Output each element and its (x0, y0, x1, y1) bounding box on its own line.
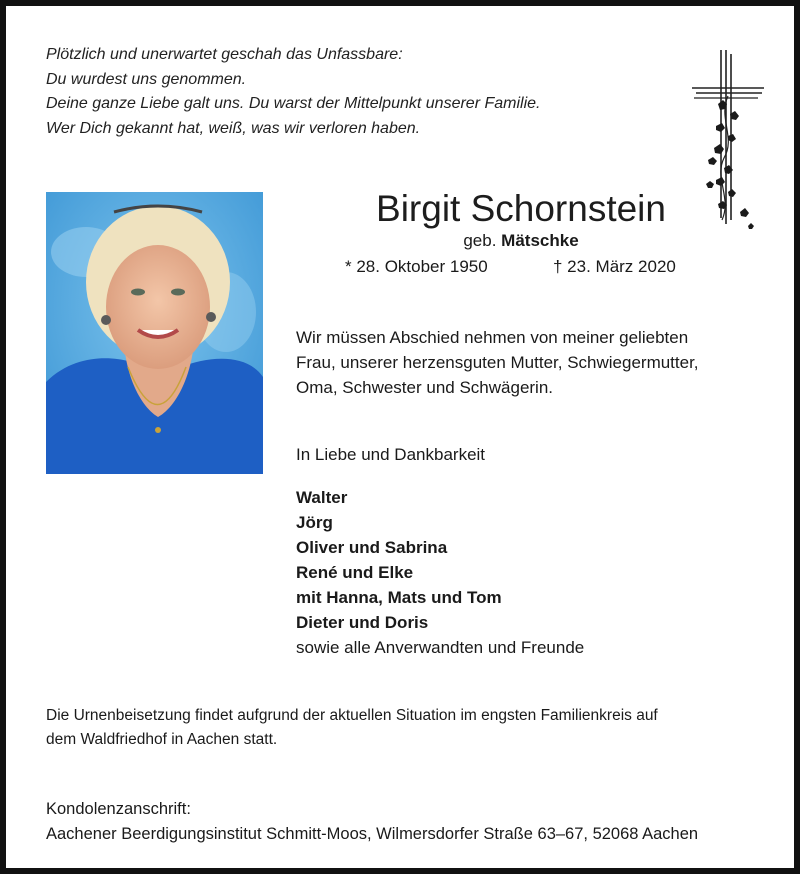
burial-line: Die Urnenbeisetzung findet aufgrund der aktuellen Situation im engsten Familienkreis auf (46, 707, 658, 724)
poem-line: Deine ganze Liebe galt uns. Du warst der Mittelpunkt unserer Familie. (46, 95, 541, 112)
farewell-line: Oma, Schwester und Schwägerin. (296, 378, 554, 397)
deceased-name: Birgit Schornstein (376, 188, 666, 229)
burial-line: dem Waldfriedhof in Aachen statt. (46, 731, 278, 748)
family-member: Jörg (296, 513, 333, 532)
birth-date: * 28. Oktober 1950 (345, 257, 488, 276)
burial-notice (46, 704, 766, 752)
poem (46, 43, 540, 141)
maiden-name: Mätschke (501, 231, 579, 250)
family-member: Oliver und Sabrina (296, 538, 448, 557)
love-line: In Liebe und Dankbarkeit (296, 445, 486, 464)
farewell-line: Wir müssen Abschied nehmen von meiner geliebten (296, 328, 689, 347)
poem-line: Plötzlich und unerwartet geschah das Unfassbare: (46, 46, 403, 63)
condolence-address: Aachener Beerdigungsinstitut Schmitt-Moos, Wilmersdorfer Straße 63–67, 52068 Aachen (46, 825, 699, 843)
portrait-photo (46, 192, 263, 474)
family-list (296, 485, 584, 660)
family-closing: sowie alle Anverwandten und Freunde (296, 638, 585, 657)
farewell-text (296, 325, 776, 400)
poem-line: Wer Dich gekannt hat, weiß, was wir verloren haben. (46, 119, 421, 137)
condolence-title: Kondolenzanschrift: (46, 800, 191, 818)
farewell-line: Frau, unserer herzensguten Mutter, Schwiegermutter, (296, 353, 699, 372)
death-date: † 23. März 2020 (553, 257, 676, 276)
family-member: mit Hanna, Mats und Tom (296, 588, 502, 607)
poem-line: Du wurdest uns genommen. (46, 70, 247, 88)
maiden-prefix: geb. (463, 231, 497, 250)
family-member: René und Elke (296, 563, 414, 582)
family-member: Dieter und Doris (296, 613, 429, 632)
maiden-name-line (336, 230, 706, 252)
family-member: Walter (296, 488, 348, 507)
